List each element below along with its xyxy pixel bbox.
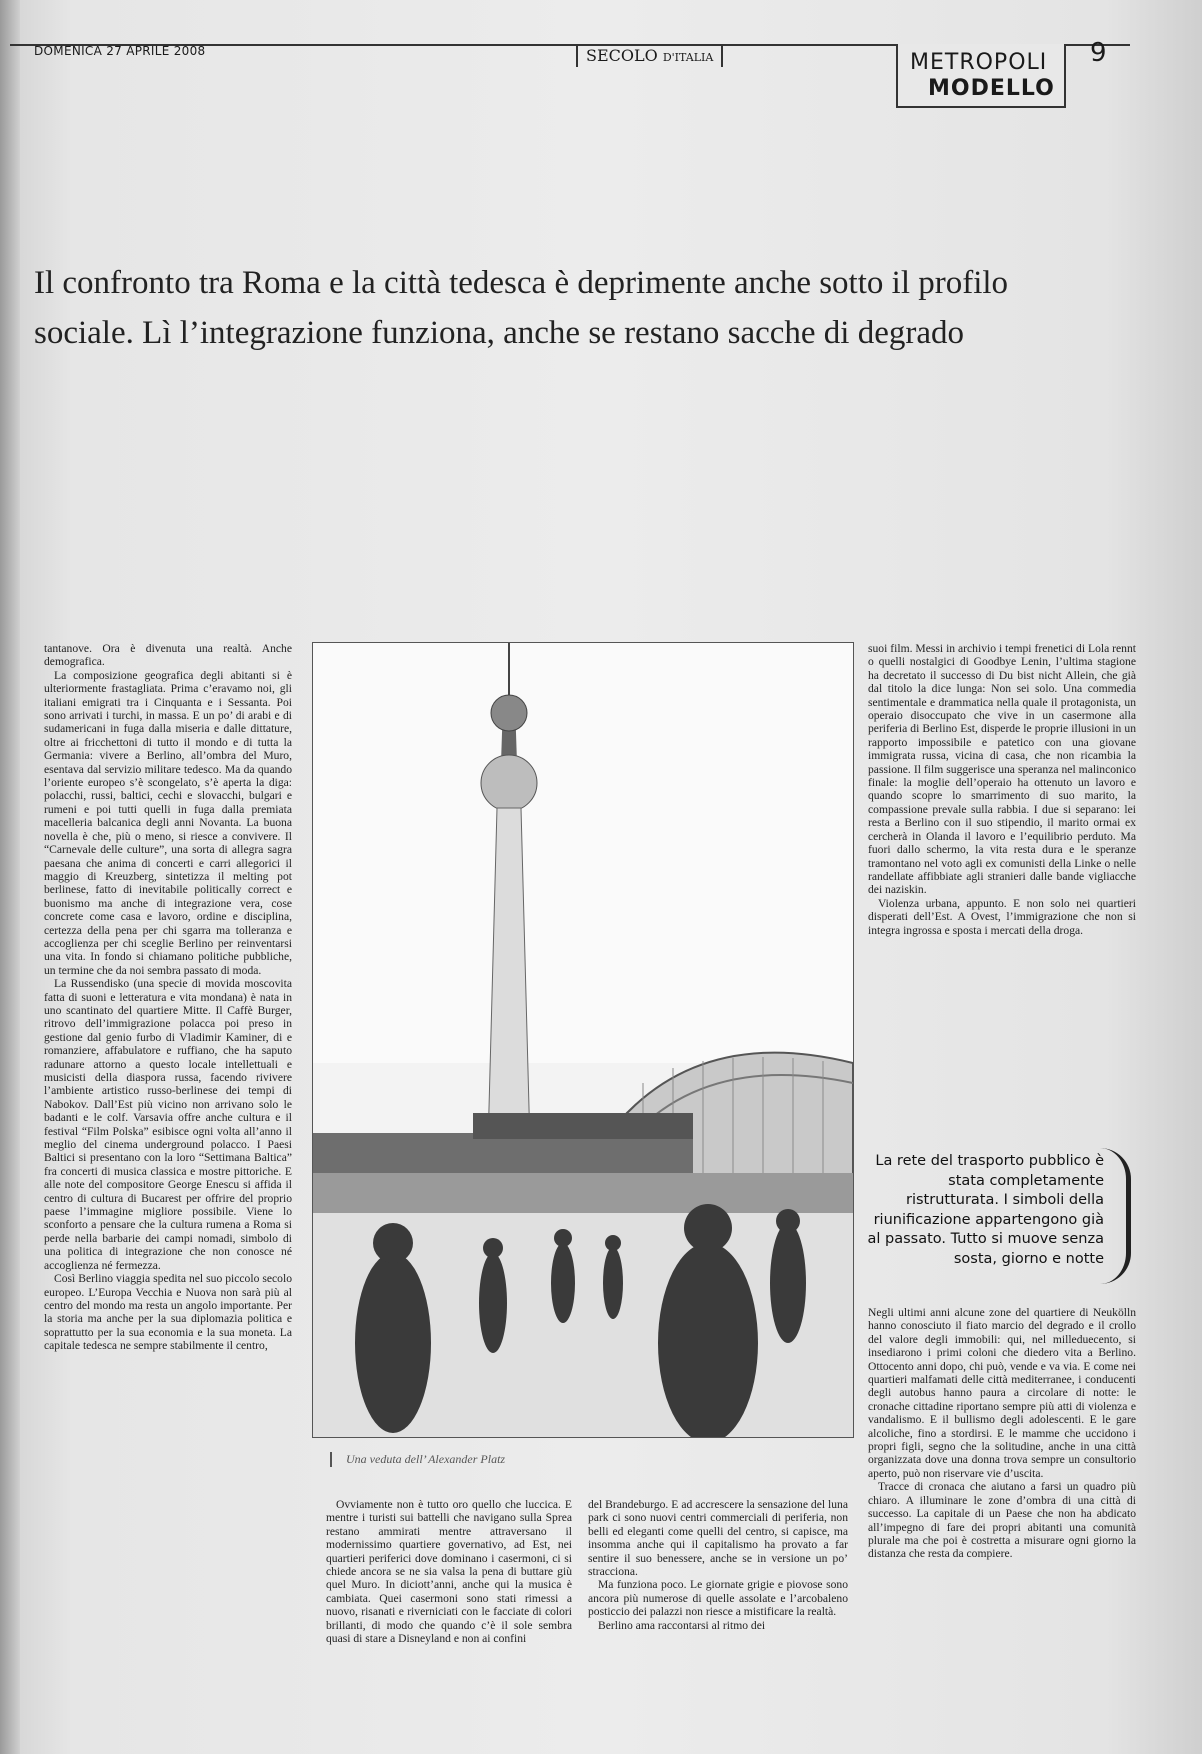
headline [34,258,1134,358]
article-column-3 [588,1498,848,1632]
paragraph: Negli ultimi anni alcune zone del quartiere di Neukölln hanno conosciuto il fiato marcio del degrado e il crollo del valore degli immobili: qui, nel milleduecento, si insediarono i primi coloni che diedero vita a Berlino. Ottocento anni dopo, chi può, vende e va via. E come nei quartieri malfamati delle città mediterranee, i conducenti degli autobus hanno paura a circolare di notte: le cronache cittadine riportano sempre più atti di violenza e vandalismo. E il bullismo degli adolescenti. E le gare alcoliche, fino a stordirsi. E le mamme che uccidono i propri figli, segno che la solitudine, anche in una città organizzata dove una donna trova sempre un consultorio aperto, può non riservare vie d’uscita. [868,1306,1136,1480]
paragraph: La composizione geografica degli abitanti si è ulteriormente frastagliata. Prima c’eravamo noi, gli italiani emigrati tra i Cinquanta e i Sessanta. Poi sono arrivati i turchi, in massa. E un po’ di arabi e di sudamericani in fuga dalla miseria e dalle dittature, oltre ai fricchettoni di tutto il mondo e di tutta la Germania: vivere a Berlino, all’ombra del Muro, esentava dal servizio militare tedesco. Ma da quando l’oriente europeo s’è scongelato, s’è aperta la diga: polacchi, russi, baltici, cechi e slovacchi, bulgari e rumeni e poi tutti quelli in fuga dalla premiata macelleria balcanica degli anni Novanta. La buona novella è che, più o meno, si riesce a convivere. Il “Carnevale delle culture”, una sorta di allegra sagra paesana che anima di concerti e carri allegorici il maggio di Kreuzberg, sintetizza il melting pot berlinese, fatto di inevitabile politically correct e buonismo ma anche di integrazione vera, cose concrete come casa e lavoro, ordine e disciplina, certezza della pena per chi sgarra ma tolleranza e accoglienza per chi sceglie Berlino per reinventarsi una vita. In fondo si chiamano politiche pubbliche, un termine che da noi sembra passato di moda. [44,668,292,977]
page-number: 9 [1090,38,1107,68]
article-column-2 [326,1498,572,1645]
paragraph: La Russendisko (una specie di movida moscovita fatta di suoni e letteratura e vita mondana) è nata in uno scantinato del quartiere Mitte. Il Caffè Burger, ritrovo dell’immigrazione polacca poi preso in gestione dal genio furbo di Vladimir Kaminer, di e romanziere, affabulatore e ruffiano, che ha saputo radunare attorno a questo locale intellettuali e musicisti della diaspora russa, facendo rivivere l’ambiente artistico russo-berlinese dei tempi di Nabokov. Dall’Est più vicino non arrivano solo le badanti e le colf. Varsavia offre anche cultura e il festival “Film Polska” esibisce ogni volta all’anno il meglio del cinema underground polacco. I Paesi Baltici si presentano con la loro “Settimana Baltica” fra concerti di musica classica e mostre pittoriche. E alle note del compositore George Enescu si affida il centro di cultura di Bucarest per offrire del proprio paese l’immagine migliore possibile. Viene lo sconforto a pensare che la cultura rumena a Roma si perde nella barbarie dei campi nomadi, simbolo di una politica di integrazione che non conosce né accoglienza né fermezza. [44,977,292,1272]
photo-alexanderplatz [312,642,854,1438]
photo-caption: Una veduta dell’ Alexander Platz [330,1452,505,1467]
masthead [576,44,723,67]
headline-line2: sociale. Lì l’integrazione funziona, anche se restano sacche di degrado [34,315,964,351]
paragraph: Violenza urbana, appunto. E non solo nei quartieri disperati dell’Est. A Ovest, l’immigrazione che non si integra ingrossa e sposta i mercati della droga. [868,896,1136,937]
masthead-subtitle: D'ITALIA [662,51,714,64]
paragraph: del Brandeburgo. E ad accrescere la sensazione del luna park ci sono nuovi centri commerciali di periferia, non belli ed eleganti come quelli del centro, si capisce, ma insomma anche qui il capitalismo ha provato a far sentire il suo benessere, anche se in versione un po’ stracciona. [588,1498,848,1579]
section-title-line2: MODELLO [928,76,1055,101]
pull-quote: La rete del trasporto pubblico è stata completamente ristrutturata. I simboli della riunificazione appartengono già al passato. Tutto si muove senza sosta, giorno e notte [867,1153,1104,1267]
pull-quote-bracket [1100,1148,1131,1284]
paragraph: Tracce di cronaca che aiutano a farsi un quadro più chiaro. A illuminare le zone d’ombra di una città di successo. La capitale di un Paese che non ha abdicato all’impegno di fare dei propri abitanti una comunità plurale ma che poi è costretta a misurare ogni giorno la distanza che resta da compiere. [868,1480,1136,1561]
page-fold-shadow [0,0,20,1754]
paragraph: tantanove. Ora è divenuta una realtà. Anche demografica. [44,642,292,669]
paragraph: Ma funziona poco. Le giornate grigie e piovose sono ancora più numerose di quelle assolate e l’arcobaleno posticcio dei palazzi non riesce a mistificare la realtà. [588,1578,848,1619]
section-box [896,44,1066,108]
masthead-title: SECOLO [586,46,658,65]
article-column-1 [44,642,292,1353]
paragraph: suoi film. Messi in archivio i tempi frenetici di Lola rennt o quelli nostalgici di Goodbye Lenin, l’ultima stagione ha decretato il successo di Du bist nicht Allein, che già dal titolo la dice lunga: Non sei solo. Una commedia sentimentale e drammatica nella quale il protagonista, un operaio disoccupato che vive in un casermone alla periferia di Berlino Est, disperde le proprie illusioni in un rapporto impossibile e patetico con una giovane immigrata russa, vicina di casa, che non ricambia la passione. Il film suggerisce una speranza nel malinconico finale: la moglie dell’operaio ha ottenuto un lavoro e quando scopre lo smarrimento di suo marito, la compassione prevale sulla rabbia. I due si separano: lei resta a Berlino con il suo stipendio, il marito ormai ex cercherà in Olanda il lavoro e l’equilibrio perduto. Ma fuori dallo schermo, la vita resta dura e le speranze tramontano nel voto agli ex comunisti della Linke o nelle randellate affibbiate agli stranieri dalle bande vigliacche dei naziskin. [868,642,1136,897]
article-column-4-continued [868,1306,1136,1561]
paragraph: Così Berlino viaggia spedita nel suo piccolo secolo europeo. L’Europa Vecchia e Nuova non sarà più al centro del mondo ma resta un angolo importante. Per la storia ma anche per la sua diplomazia politica e soprattutto per la sua economia e la sua moneta. La capitale tedesca ne sempre stabilmente il centro, [44,1272,292,1353]
section-title-line1: METROPOLI [910,50,1048,75]
paragraph: Berlino ama raccontarsi al ritmo dei [598,1618,766,1632]
article-column-4 [868,642,1136,937]
paragraph: Ovviamente non è tutto oro quello che luccica. E mentre i turisti sui battelli che navigano sulla Sprea restano ammirati mentre attraversano il modernissimo quartiere governativo, ad Est, nei quartieri periferici dove dominano i casermoni, ci si chiede ancora se ne sia valsa la pena di buttare giù quel Muro. In diciott’anni, anche qui la musica è cambiata. Quei casermoni sono stati rimessi a nuovo, risanati e riverniciati con le facciate di colori brillanti, di modo che quando c’è il sole sembra quasi di stare a Disneyland e non ai confini [326,1498,572,1646]
issue-date: DOMENICA 27 APRILE 2008 [34,44,206,58]
tv-tower-photo [313,643,853,1437]
headline-line1: Il confronto tra Roma e la città tedesca è deprimente anche sotto il profilo [34,265,1009,301]
